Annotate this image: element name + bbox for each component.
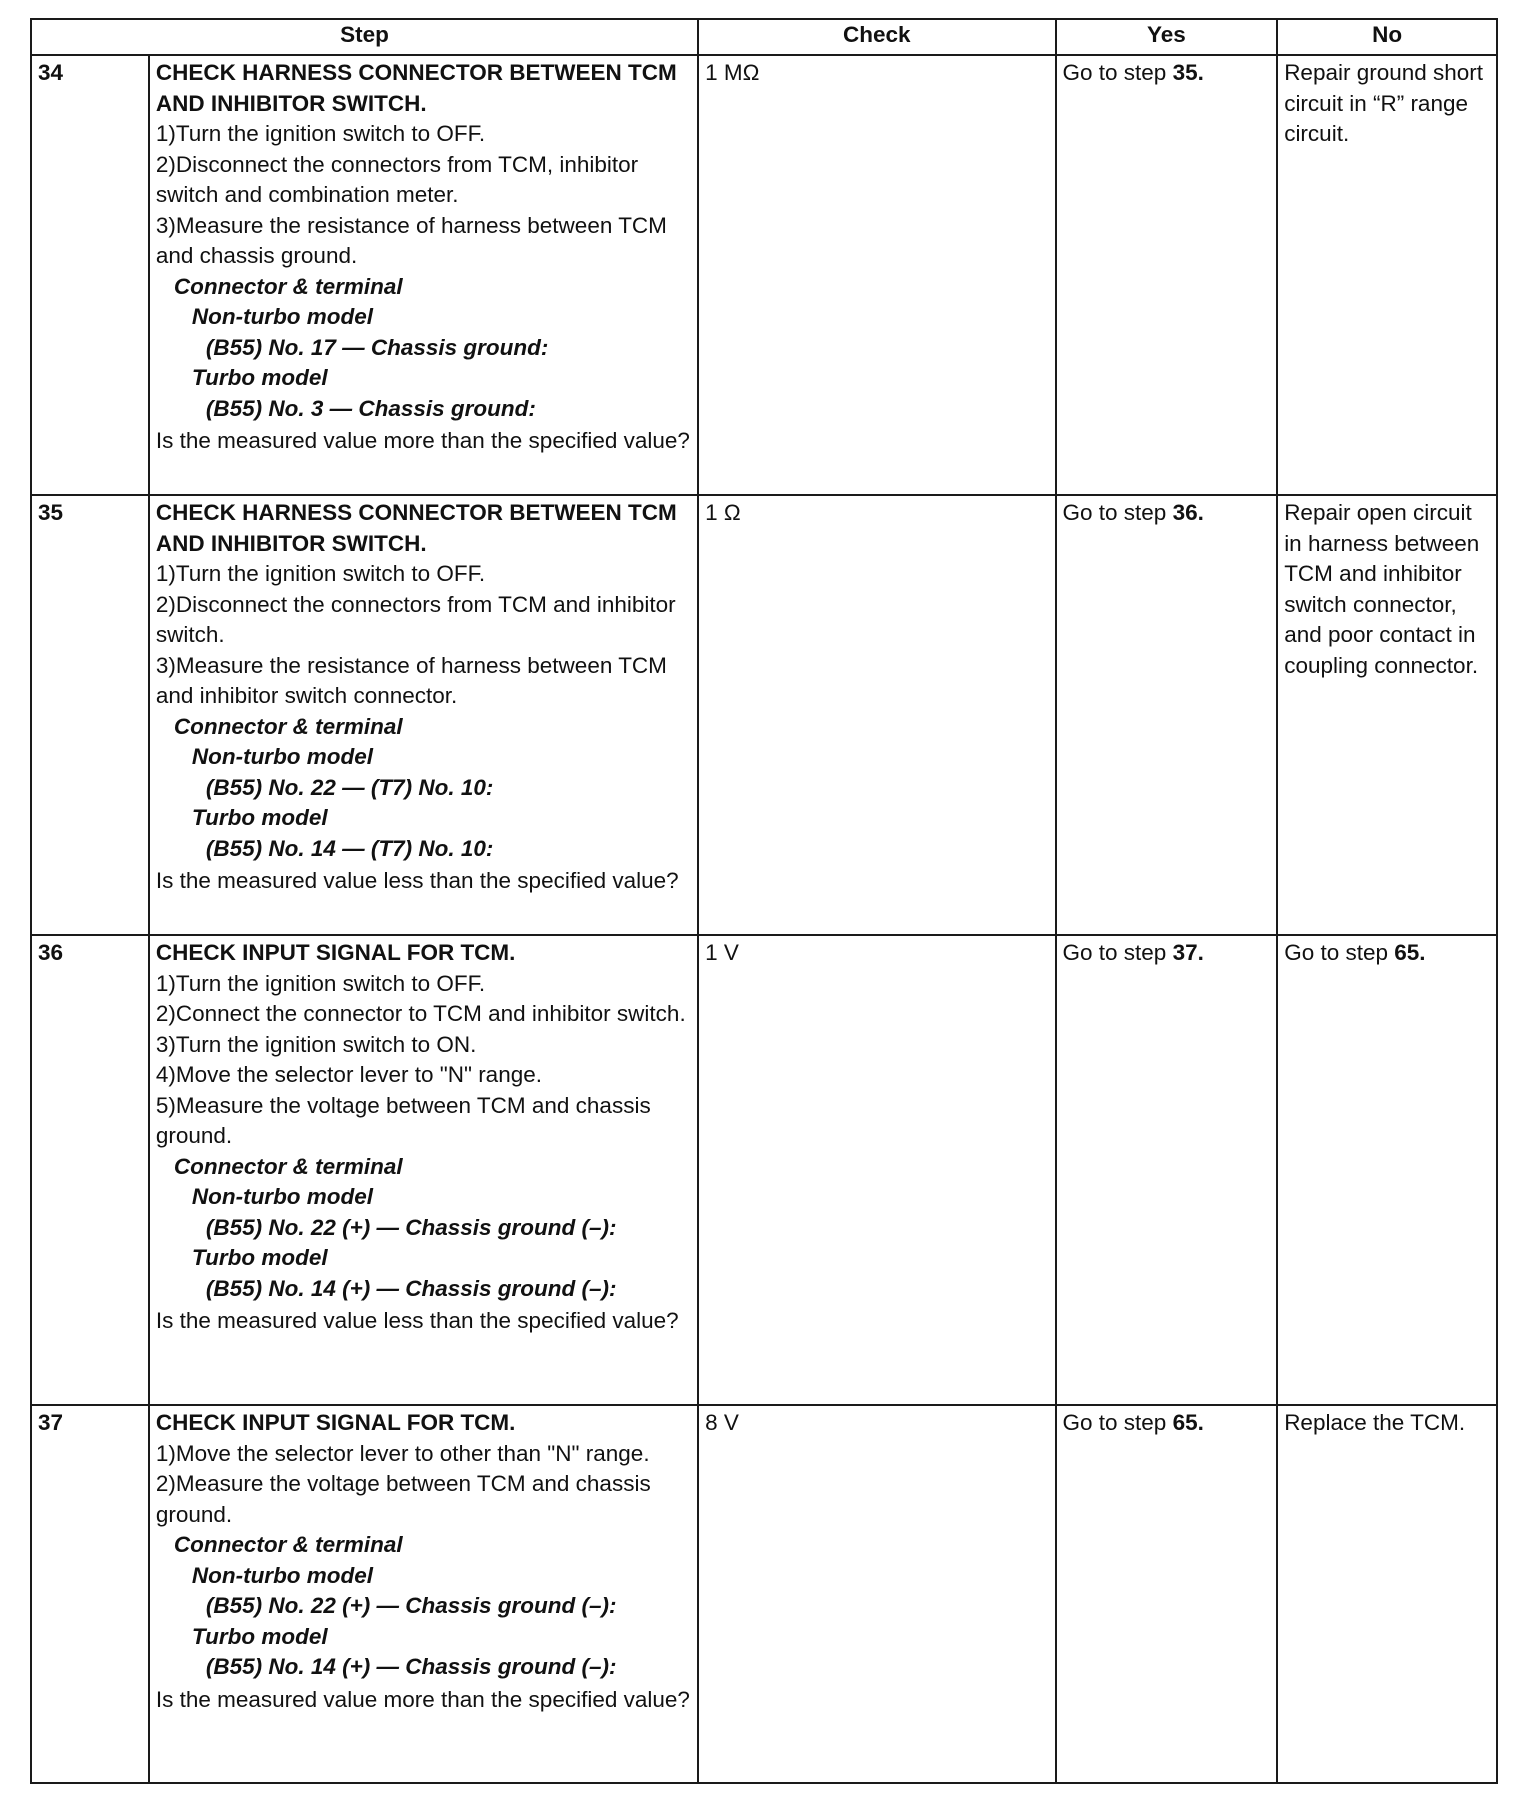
yes-text: Go to step (1062, 940, 1173, 965)
step-number: 36 (31, 935, 149, 1405)
instruction: 5)Measure the voltage between TCM and chassis ground. (155, 1092, 651, 1148)
step-description (149, 1405, 698, 1783)
check-value: 1 MΩ (698, 55, 1055, 495)
instruction: 1)Turn the ignition switch to OFF. (155, 970, 486, 996)
instruction: 2)Disconnect the connectors from TCM and inhibitor switch. (155, 591, 676, 647)
terminal-spec: (B55) No. 22 — (T7) No. 10: (205, 774, 494, 800)
model-label: Non-turbo model (191, 744, 374, 769)
instruction: 2)Connect the connector to TCM and inhibitor switch. (155, 1001, 686, 1026)
terminal-spec: (B55) No. 17 — Chassis ground: (205, 334, 549, 360)
yes-text: Go to step (1062, 60, 1173, 85)
terminal-spec: (B55) No. 22 (+) — Chassis ground (–): (205, 1214, 617, 1240)
terminal-spec: (B55) No. 22 (+) — Chassis ground (–): (205, 1593, 617, 1618)
model-label: Turbo model (191, 365, 328, 390)
step-description (149, 495, 698, 935)
yes-step-ref: 36. (1172, 500, 1204, 525)
header-step: Step (31, 19, 698, 55)
instruction: 1)Move the selector lever to other than "N" range. (155, 1440, 650, 1466)
step-description (149, 935, 698, 1405)
table-row (31, 1405, 1497, 1783)
yes-action (1056, 495, 1278, 935)
step-number: 35 (31, 495, 149, 935)
no-action (1277, 1405, 1497, 1783)
yes-step-ref: 65. (1172, 1410, 1204, 1435)
check-value: 1 V (698, 935, 1055, 1405)
terminal-spec: (B55) No. 14 — (T7) No. 10: (205, 835, 494, 861)
check-value: 8 V (698, 1405, 1055, 1783)
instruction: 2)Disconnect the connectors from TCM, inhibitor switch and combination meter. (155, 151, 639, 207)
connector-terminal-heading: Connector & terminal (173, 1153, 403, 1179)
instruction: 3)Measure the resistance of harness between TCM and inhibitor switch connector. (155, 652, 667, 708)
yes-action (1056, 1405, 1278, 1783)
step-question: Is the measured value more than the specified value? (155, 1686, 690, 1712)
yes-text: Go to step (1062, 500, 1173, 525)
check-value: 1 Ω (698, 495, 1055, 935)
step-description (149, 55, 698, 495)
yes-text: Go to step (1062, 1410, 1173, 1435)
model-label: Non-turbo model (191, 1562, 374, 1588)
yes-action (1056, 55, 1278, 495)
step-question: Is the measured value less than the specified value? (155, 868, 679, 893)
step-title: CHECK INPUT SIGNAL FOR TCM. (155, 940, 516, 965)
terminal-spec: (B55) No. 14 (+) — Chassis ground (–): (205, 1654, 617, 1679)
instruction: 3)Measure the resistance of harness between TCM and chassis ground. (155, 212, 667, 268)
no-text: Replace the TCM. (1284, 1410, 1466, 1435)
instruction: 4)Move the selector lever to "N" range. (155, 1062, 542, 1087)
terminal-spec: (B55) No. 14 (+) — Chassis ground (–): (205, 1275, 617, 1301)
header-yes: Yes (1056, 19, 1278, 55)
yes-step-ref: 37. (1172, 940, 1204, 965)
table-header-row (31, 19, 1497, 55)
step-title: CHECK HARNESS CONNECTOR BETWEEN TCM AND INHIBITOR SWITCH. (155, 500, 677, 556)
header-no: No (1277, 19, 1497, 55)
no-text: Repair open circuit in harness between TCM and inhibitor switch connector, and poor contact in coupling connector. (1284, 500, 1480, 678)
table-row (31, 935, 1497, 1405)
no-text: Repair ground short circuit in “R” range circuit. (1284, 60, 1484, 146)
model-label: Non-turbo model (191, 1184, 374, 1209)
no-action (1277, 495, 1497, 935)
step-title: CHECK INPUT SIGNAL FOR TCM. (155, 1410, 516, 1435)
step-number: 37 (31, 1405, 149, 1783)
step-question: Is the measured value more than the specified value? (155, 428, 690, 453)
instruction: 1)Turn the ignition switch to OFF. (155, 561, 486, 586)
connector-terminal-heading: Connector & terminal (173, 273, 403, 299)
step-title: CHECK HARNESS CONNECTOR BETWEEN TCM AND INHIBITOR SWITCH. (155, 60, 677, 116)
step-question: Is the measured value less than the specified value? (155, 1308, 679, 1333)
header-check: Check (698, 19, 1055, 55)
step-number: 34 (31, 55, 149, 495)
connector-terminal-heading: Connector & terminal (173, 713, 403, 739)
instruction: 1)Turn the ignition switch to OFF. (155, 121, 486, 146)
no-action (1277, 55, 1497, 495)
yes-action (1056, 935, 1278, 1405)
model-label: Turbo model (191, 1623, 328, 1649)
page (30, 18, 1498, 1784)
model-label: Non-turbo model (191, 304, 374, 329)
no-text: Go to step (1284, 940, 1395, 965)
model-label: Turbo model (191, 805, 328, 830)
model-label: Turbo model (191, 1245, 328, 1270)
connector-terminal-heading: Connector & terminal (173, 1532, 403, 1557)
yes-step-ref: 35. (1172, 60, 1204, 85)
table-row (31, 495, 1497, 935)
table-row (31, 55, 1497, 495)
no-step-ref: 65. (1394, 940, 1426, 965)
instruction: 2)Measure the voltage between TCM and chassis ground. (155, 1471, 651, 1527)
diagnostic-procedure-table (30, 18, 1498, 1784)
no-action (1277, 935, 1497, 1405)
instruction: 3)Turn the ignition switch to ON. (155, 1031, 477, 1057)
terminal-spec: (B55) No. 3 — Chassis ground: (205, 395, 536, 421)
